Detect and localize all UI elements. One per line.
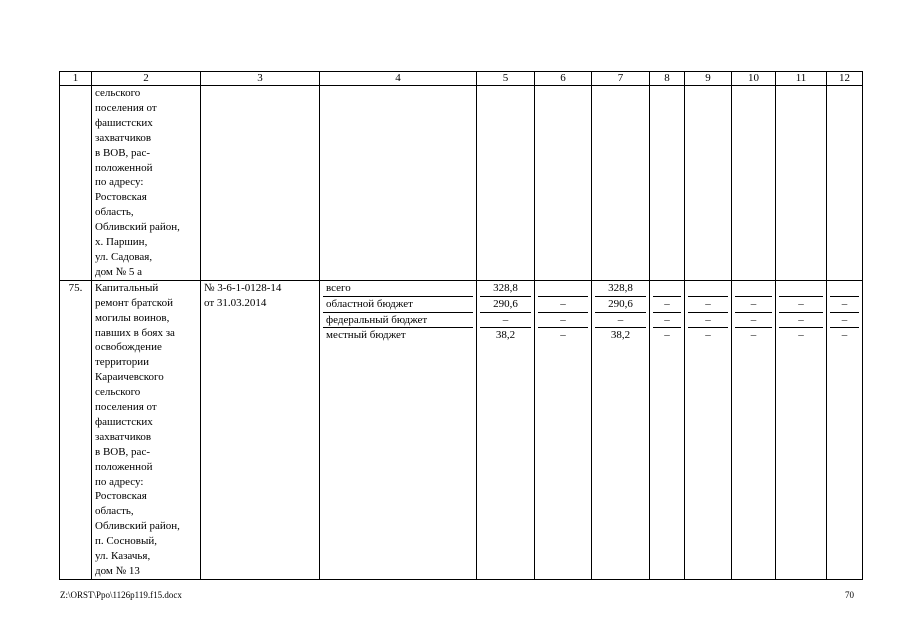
text-line: поселения от (95, 101, 157, 114)
table-row-continued (60, 86, 863, 281)
funding-value: – (830, 313, 859, 329)
text-line: поселения от (95, 401, 157, 414)
header-cell: 2 (92, 72, 201, 86)
header-cell: 9 (685, 72, 732, 86)
text-line: в ВОВ, рас- (95, 445, 150, 458)
funding-value (653, 281, 681, 297)
text-line: сельского (95, 386, 141, 399)
funding-value: – (653, 313, 681, 329)
value-cell (776, 86, 827, 281)
column-8-values (653, 281, 681, 344)
column-9-values (688, 281, 728, 344)
text-line: по адресу: (95, 176, 144, 189)
funding-source-label: местный бюджет (326, 329, 406, 342)
funding-value (779, 281, 823, 297)
funding-value: 328,8 (480, 281, 531, 297)
column-12-values (830, 281, 859, 344)
text-line: Обливский район, (95, 520, 180, 533)
header-cell: 1 (60, 72, 92, 86)
text-line: павших в боях за (95, 326, 175, 339)
column-9-cell (685, 280, 732, 579)
funding-value: 290,6 (480, 297, 531, 313)
funding-value: – (705, 329, 711, 342)
value-cell (535, 86, 592, 281)
funding-value (735, 281, 772, 297)
header-cell: 11 (776, 72, 827, 86)
funding-value (688, 281, 728, 297)
value-cell (685, 86, 732, 281)
funding-value: – (688, 297, 728, 313)
text-line: ул. Казачья, (95, 550, 151, 563)
header-cell: 5 (477, 72, 535, 86)
text-line: дом № 5 а (95, 265, 142, 278)
text-line: сельского (95, 87, 141, 99)
text-line: область, (95, 206, 134, 219)
column-6-values (538, 281, 588, 344)
funding-value: 328,8 (595, 281, 646, 297)
funding-value: – (538, 313, 588, 329)
funding-source-label: областной бюджет (323, 297, 473, 313)
text-line: ул. Садовая, (95, 250, 153, 263)
text-line: ремонт братской (95, 296, 173, 309)
funding-source-cell (320, 86, 477, 281)
value-cell (827, 86, 863, 281)
value-cell (592, 86, 650, 281)
column-5-cell (477, 280, 535, 579)
column-12-cell (827, 280, 863, 579)
column-7-cell (592, 280, 650, 579)
header-cell: 6 (535, 72, 592, 86)
header-cell: 10 (732, 72, 776, 86)
funding-value: – (779, 297, 823, 313)
table-row-75 (60, 280, 863, 579)
column-5-values (480, 281, 531, 344)
funding-value: – (750, 329, 757, 342)
funding-value: – (664, 329, 670, 342)
description-text (95, 281, 197, 579)
text-line: территории (95, 356, 150, 369)
column-11-values (779, 281, 823, 344)
text-line: Ростовская (95, 490, 147, 503)
column-10-cell (732, 280, 776, 579)
funding-value: – (830, 297, 859, 313)
funding-value: – (595, 313, 646, 329)
header-cell: 12 (827, 72, 863, 86)
funding-value: – (653, 297, 681, 313)
funding-source-list (323, 281, 473, 344)
funding-value (830, 281, 859, 297)
funding-source-label: федеральный бюджет (323, 313, 473, 329)
funding-value: – (480, 313, 531, 329)
budget-table (59, 71, 863, 580)
row-number-cell (60, 86, 92, 281)
column-7-values (595, 281, 646, 344)
column-6-cell (535, 280, 592, 579)
value-cell (732, 86, 776, 281)
funding-value: – (735, 313, 772, 329)
funding-value: – (779, 313, 823, 329)
text-line: Ростовская (95, 191, 147, 204)
description-cell (92, 280, 201, 579)
funding-value: – (798, 329, 804, 342)
header-cell: 8 (650, 72, 685, 86)
text-line: Караичевского (95, 371, 164, 384)
text-line: положенной (95, 161, 153, 174)
value-cell (650, 86, 685, 281)
text-line: х. Паршин, (95, 236, 148, 249)
header-row (60, 72, 863, 86)
column-11-cell (776, 280, 827, 579)
header-cell: 7 (592, 72, 650, 86)
text-line: захватчиков (95, 430, 152, 443)
text-line: от 31.03.2014 (204, 296, 267, 309)
text-line: могилы воинов, (95, 311, 170, 324)
funding-value (538, 281, 588, 297)
funding-value: – (688, 313, 728, 329)
funding-value: 38,2 (610, 329, 631, 342)
column-8-cell (650, 280, 685, 579)
text-line: дом № 13 (95, 565, 140, 577)
document-cell (201, 86, 320, 281)
funding-value: – (841, 329, 848, 342)
text-line: фашистских (95, 415, 153, 428)
text-line: фашистских (95, 116, 153, 129)
funding-value: 38,2 (495, 329, 516, 342)
document-number-text (204, 281, 316, 311)
text-line: область, (95, 505, 134, 518)
text-line: по адресу: (95, 475, 144, 488)
text-line: захватчиков (95, 131, 152, 144)
row-number: 75. (60, 280, 92, 579)
funding-source-label: всего (323, 281, 473, 297)
value-cell (477, 86, 535, 281)
funding-value: – (560, 329, 566, 342)
text-line: Обливский район, (95, 221, 180, 234)
funding-value: 290,6 (595, 297, 646, 313)
column-10-values (735, 281, 772, 344)
text-line: освобождение (95, 341, 162, 354)
funding-value: – (538, 297, 588, 313)
text-line: положенной (95, 460, 153, 473)
text-line: № 3-6-1-0128-14 (204, 281, 282, 294)
header-cell: 4 (320, 72, 477, 86)
document-cell (201, 280, 320, 579)
text-line: п. Сосновый, (95, 535, 157, 548)
description-text (95, 86, 197, 280)
text-line: в ВОВ, рас- (95, 146, 150, 159)
header-cell: 3 (201, 72, 320, 86)
funding-value: – (735, 297, 772, 313)
description-cell (92, 86, 201, 281)
file-path: Z:\ORST\Ppo\1126p119.f15.docx (60, 590, 182, 600)
page-number: 70 (845, 590, 854, 600)
text-line: Капитальный (95, 281, 159, 294)
funding-source-cell (320, 280, 477, 579)
